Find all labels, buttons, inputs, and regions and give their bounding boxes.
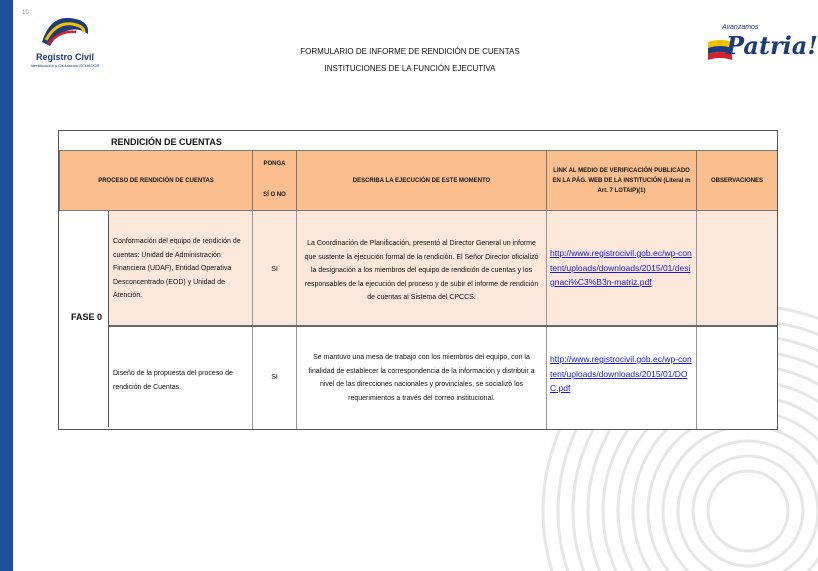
row1-observations (697, 211, 777, 325)
page-number: 10 (22, 10, 29, 16)
left-accent-bar (0, 0, 13, 571)
section-title: RENDICIÓN DE CUENTAS (111, 137, 222, 147)
row2-answer: SI (253, 327, 297, 429)
row2-process: Diseño de la propuesta del proceso de rendición de Cuentas. (109, 327, 253, 429)
header-si-no (253, 150, 297, 211)
document-subtitle: INSTITUCIONES DE LA FUNCIÓN EJECUTIVA (324, 64, 496, 73)
patria-logo (706, 18, 818, 64)
row1-description: La Coordinación de Planificación, presentó al Director General un informe que sustente la ejecución formal de la rendición. El Señor Director oficializó la designación a los miembros del equipo de rendición de cuentas y los responsables de la ejecución del proceso y de subir el informe de rendición de cuentas al Sistema del CPCCS. (297, 211, 547, 325)
rendicion-table (58, 130, 778, 430)
row2-observations (697, 327, 777, 429)
row2-description: Se mantuvo una mesa de trabajo con los miembros del equipo, con la finalidad de establecer la correspondencia de la información y distribuir a nivel de las direcciones nacionales y provinciales, se socializó los requerimientos a través del correo institucional. (297, 327, 547, 429)
row2-link[interactable]: http://www.registrocivil.gob.ec/wp-content/uploads/downloads/2015/01/DOC.pdf (550, 354, 692, 393)
logo-brand-text: Registro Civil (35, 52, 94, 62)
row1-link[interactable]: http://www.registrocivil.gob.ec/wp-content/uploads/downloads/2015/01/designaci%C3%B3n-matriz.pdf (550, 248, 692, 287)
logo-slogan-big: Patria! (726, 31, 818, 60)
header-ponga-label: PONGA (263, 161, 286, 167)
phase-cell (59, 211, 109, 427)
document-title: FORMULARIO DE INFORME DE RENDICIÓN DE CUENTAS (300, 47, 520, 56)
header-proceso: PROCESO DE RENDICIÓN DE CUENTAS (59, 150, 253, 211)
registro-civil-logo (30, 12, 100, 74)
header-si-no-label: SÍ O NO (263, 192, 286, 198)
header-describa: DESCRIBA LA EJECUCIÓN DE ESTE MOMENTO (297, 150, 547, 211)
registro-civil-emblem-icon (30, 12, 100, 52)
logo-slogan-small: Avanzamos (722, 24, 759, 31)
row2-link-cell (547, 327, 697, 429)
logo-tagline: Identificación y Cedulación ECUADOR (30, 63, 100, 68)
row1-link-cell (547, 211, 697, 325)
phase-label: FASE 0 (71, 312, 103, 322)
header-observaciones: OBSERVACIONES (697, 150, 777, 211)
row1-process: Conformación del equipo de rendición de cuentas: Unidad de Administración Financiera (UDAF), Entidad Operativa Desconcentrado (EOD) y Unidad de Atención. (109, 211, 253, 325)
header-link: LINK AL MEDIO DE VERIFICACIÓN PUBLICADO EN LA PÁG. WEB DE LA INSTITUCIÓN (Literal m Art. 7 LOTAIP)(1) (547, 150, 697, 211)
row1-answer: SI (253, 211, 297, 325)
